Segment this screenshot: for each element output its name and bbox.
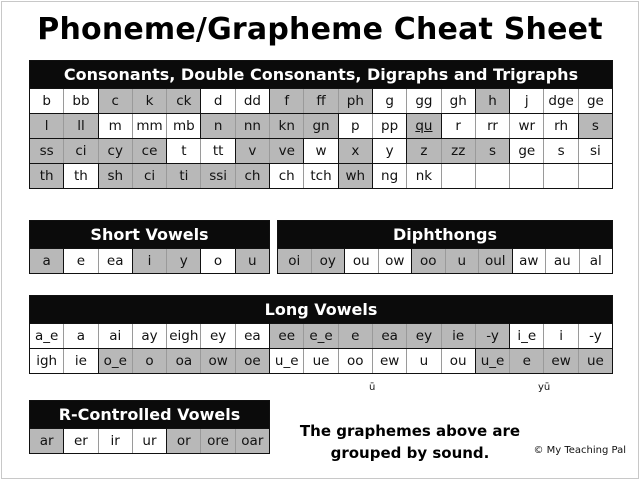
grapheme-cell: i [544,324,578,348]
cheat-sheet [1,1,639,479]
grapheme-cell: s [476,139,510,163]
grapheme-cell: x [339,139,373,163]
grapheme-cell: oe [236,349,270,373]
grapheme-cell: ssi [201,164,235,188]
grapheme-cell: al [580,249,613,273]
grapheme-cell: ph [339,89,373,113]
grapheme-cell: ff [304,89,338,113]
consonants-header: Consonants, Double Consonants, Digraphs and Trigraphs [30,61,612,88]
grapheme-cell: e [64,249,98,273]
grapheme-cell: k [133,89,167,113]
grapheme-cell: or [167,429,201,453]
grapheme-cell: a_e [30,324,64,348]
grapheme-cell: u_e [270,349,304,373]
grapheme-cell: p [339,114,373,138]
grapheme-cell: y [373,139,407,163]
grapheme-cell: i [133,249,167,273]
grapheme-cell: ge [510,139,544,163]
grapheme-cell: s [579,114,612,138]
grapheme-cell: th [64,164,98,188]
grapheme-cell: v [236,139,270,163]
grapheme-cell: rr [476,114,510,138]
long-vowels-table [29,295,613,374]
grapheme-cell [442,164,476,188]
grapheme-cell: e_e [304,324,338,348]
grapheme-cell: au [546,249,580,273]
diphthongs-table [277,220,613,274]
short-vowels-row [30,248,269,273]
long-vowels-header: Long Vowels [30,296,612,323]
grapheme-cell: cy [99,139,133,163]
grapheme-cell [544,164,578,188]
grapheme-cell: gn [304,114,338,138]
grapheme-cell [476,164,510,188]
grapheme-cell: oo [339,349,373,373]
grapheme-cell: wh [339,164,373,188]
grapheme-cell: ie [442,324,476,348]
grapheme-cell: oi [278,249,312,273]
grapheme-cell: t [167,139,201,163]
grapheme-cell: s [544,139,578,163]
grapheme-cell: th [30,164,64,188]
grapheme-cell: ue [579,349,612,373]
grapheme-cell: ie [64,349,98,373]
grapheme-cell: w [304,139,338,163]
r-controlled-table [29,400,270,454]
grapheme-cell [510,164,544,188]
grapheme-cell: o [133,349,167,373]
grapheme-cell: ee [270,324,304,348]
grapheme-cell: ch [236,164,270,188]
grapheme-cell: o [201,249,235,273]
grapheme-cell: b [30,89,64,113]
grapheme-cell: ai [99,324,133,348]
page-title: Phoneme/Grapheme Cheat Sheet [37,12,603,47]
grapheme-cell: pp [373,114,407,138]
grapheme-cell: rh [544,114,578,138]
grapheme-cell: ou [442,349,476,373]
grapheme-cell: ce [133,139,167,163]
grapheme-cell: ck [167,89,201,113]
grapheme-cell: ow [379,249,413,273]
grapheme-cell: ey [407,324,441,348]
grapheme-cell: igh [30,349,64,373]
consonant-row [30,163,612,188]
grapheme-cell: si [579,139,612,163]
grapheme-cell: ow [201,349,235,373]
grapheme-cell: er [64,429,98,453]
grapheme-cell: bb [64,89,98,113]
grapheme-cell: nn [236,114,270,138]
grapheme-cell: o_e [99,349,133,373]
grapheme-cell: f [270,89,304,113]
grapheme-cell: j [510,89,544,113]
grapheme-cell: e [510,349,544,373]
grapheme-cell: oy [312,249,346,273]
grapheme-cell: ou [345,249,379,273]
grapheme-cell [579,164,612,188]
grapheme-cell: d [201,89,235,113]
grapheme-cell: -y [579,324,612,348]
grapheme-cell: ge [579,89,612,113]
long-u-mark: ū [369,382,376,393]
long-vowel-row [30,323,612,348]
note-line-2: grouped by sound. [330,444,490,462]
grapheme-cell: ea [99,249,133,273]
credit-text: © My Teaching Pal [533,445,626,456]
grapheme-cell: ey [201,324,235,348]
grapheme-cell: ng [373,164,407,188]
grapheme-cell: g [373,89,407,113]
grapheme-cell: tch [304,164,338,188]
grapheme-cell: u [407,349,441,373]
grapheme-cell: u_e [476,349,510,373]
grapheme-cell: ve [270,139,304,163]
grapheme-cell: ch [270,164,304,188]
grapheme-cell: ay [133,324,167,348]
grapheme-cell: r [442,114,476,138]
short-vowels-table [29,220,270,274]
short-vowels-header: Short Vowels [30,221,269,248]
grapheme-cell: qu [407,114,441,138]
grapheme-cell: kn [270,114,304,138]
long-yu-mark: yū [538,382,551,393]
grouping-note [285,420,535,464]
note-line-1: The graphemes above are [299,422,521,440]
grapheme-cell: ti [167,164,201,188]
grapheme-cell: y [167,249,201,273]
grapheme-cell: l [30,114,64,138]
grapheme-cell: oa [167,349,201,373]
grapheme-cell: aw [513,249,547,273]
consonants-table [29,60,613,189]
grapheme-cell: ss [30,139,64,163]
grapheme-cell: gg [407,89,441,113]
grapheme-cell: e [339,324,373,348]
r-controlled-header: R-Controlled Vowels [30,401,269,428]
grapheme-cell: ew [544,349,578,373]
grapheme-cell: c [99,89,133,113]
grapheme-cell: ci [133,164,167,188]
grapheme-cell: ue [304,349,338,373]
grapheme-cell: sh [99,164,133,188]
grapheme-cell: ur [133,429,167,453]
long-vowel-row [30,348,612,373]
grapheme-cell: mb [167,114,201,138]
grapheme-cell: mm [133,114,167,138]
grapheme-cell: ea [373,324,407,348]
grapheme-cell: gh [442,89,476,113]
grapheme-cell: z [407,139,441,163]
grapheme-cell: h [476,89,510,113]
grapheme-cell: m [99,114,133,138]
r-controlled-row [30,428,269,453]
grapheme-cell: u [236,249,269,273]
grapheme-cell: eigh [167,324,201,348]
consonant-row [30,138,612,163]
grapheme-cell: ea [236,324,270,348]
grapheme-cell: oar [236,429,269,453]
grapheme-cell: ci [64,139,98,163]
grapheme-cell: tt [201,139,235,163]
grapheme-cell: dd [236,89,270,113]
diphthongs-header: Diphthongs [278,221,612,248]
grapheme-cell: n [201,114,235,138]
grapheme-cell: ir [99,429,133,453]
grapheme-cell: dge [544,89,578,113]
grapheme-cell: ll [64,114,98,138]
diphthongs-row [278,248,612,273]
grapheme-cell: zz [442,139,476,163]
grapheme-cell: u [446,249,480,273]
grapheme-cell: ew [373,349,407,373]
grapheme-cell: ar [30,429,64,453]
grapheme-cell: oul [479,249,513,273]
grapheme-cell: -y [476,324,510,348]
grapheme-cell: a [64,324,98,348]
grapheme-cell: a [30,249,64,273]
grapheme-cell: i_e [510,324,544,348]
grapheme-cell: wr [510,114,544,138]
grapheme-cell: oo [412,249,446,273]
consonant-row [30,113,612,138]
consonant-row [30,88,612,113]
grapheme-cell: nk [407,164,441,188]
grapheme-cell: ore [201,429,235,453]
